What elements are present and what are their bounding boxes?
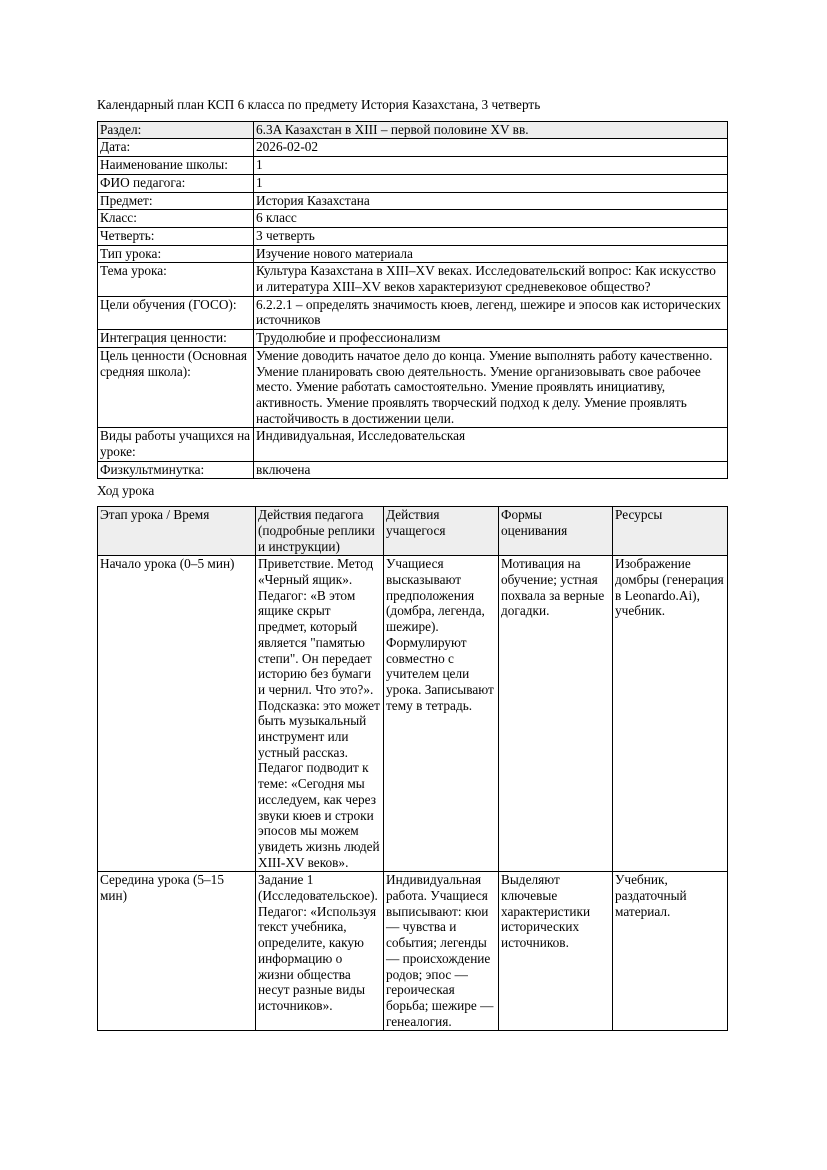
info-row-work-types: [98, 428, 728, 461]
info-label: Тип урока:: [98, 245, 254, 263]
info-row-phys-minute: [98, 461, 728, 479]
info-value: Трудолюбие и профессионализм: [254, 330, 728, 348]
info-row-data: [98, 139, 728, 157]
info-label: Дата:: [98, 139, 254, 157]
plan-cell-teacher-actions: Приветствие. Метод «Черный ящик». Педагог: «В этом ящике скрыт предмет, который является "памятью степи". Он передает историю без бумаги и чернил. Что это?». Подсказка: это может быть музыкальный инструмент или устный рассказ. Педагог подводит к теме: «Сегодня мы исследуем, как через звуки кюев и строки эпосов мы можем увидеть жизнь людей XIII-XV веков».: [256, 556, 384, 872]
info-row-quarter: [98, 227, 728, 245]
info-label: Тема урока:: [98, 263, 254, 296]
info-label: Физкультминутка:: [98, 461, 254, 479]
info-value: Умение доводить начатое дело до конца. Умение выполнять работу качественно. Умение планировать свою деятельность. Умение организовывать свое рабочее место. Умение работать самостоятельно. Умение проявлять инициативу, активность. Умение проявлять творческий подход к делу. Умение проявлять настойчивость в достижении цели.: [254, 347, 728, 428]
lesson-plan-table: [97, 506, 728, 1031]
info-label: Виды работы учащихся на уроке:: [98, 428, 254, 461]
info-value: включена: [254, 461, 728, 479]
info-row-lesson-topic: [98, 263, 728, 296]
plan-cell-student-actions: Учащиеся высказывают предположения (домбра, легенда, шежире). Формулируют совместно с учителем цели урока. Записывают тему в тетрадь.: [384, 556, 499, 872]
info-row-lesson-type: [98, 245, 728, 263]
plan-header-student-actions: Действия учащегося: [384, 507, 499, 556]
plan-header-resources: Ресурсы: [613, 507, 728, 556]
info-row-teacher: [98, 174, 728, 192]
info-value: 6.3A Казахстан в XIII – первой половине XV вв.: [254, 121, 728, 139]
info-row-subject: [98, 192, 728, 210]
info-value: 1: [254, 157, 728, 175]
plan-cell-resources: Учебник, раздаточный материал.: [613, 872, 728, 1031]
info-value: 6.2.2.1 – определять значимость кюев, легенд, шежире и эпосов как исторических источников: [254, 296, 728, 329]
info-label: Интеграция ценности:: [98, 330, 254, 348]
info-value: Культура Казахстана в XIII–XV веках. Исследовательский вопрос: Как искусство и литература XIII–XV веков характеризуют средневековое общество?: [254, 263, 728, 296]
plan-header-stage: Этап урока / Время: [98, 507, 256, 556]
info-value: 1: [254, 174, 728, 192]
info-value: Индивидуальная, Исследовательская: [254, 428, 728, 461]
plan-cell-assessment: Мотивация на обучение; устная похвала за верные догадки.: [499, 556, 613, 872]
info-label: Наименование школы:: [98, 157, 254, 175]
plan-row-lesson-start: [98, 556, 728, 872]
info-row-school: [98, 157, 728, 175]
info-row-razdel: [98, 121, 728, 139]
plan-cell-stage: Начало урока (0–5 мин): [98, 556, 256, 872]
info-label: ФИО педагога:: [98, 174, 254, 192]
section-heading: Ход урока: [97, 483, 155, 499]
plan-header-teacher-actions: Действия педагога (подробные реплики и инструкции): [256, 507, 384, 556]
info-label: Класс:: [98, 210, 254, 228]
document-page: [97, 97, 727, 1031]
plan-cell-stage: Середина урока (5–15 мин): [98, 872, 256, 1031]
info-row-goals: [98, 296, 728, 329]
plan-row-lesson-middle: [98, 872, 728, 1031]
plan-cell-resources: Изображение домбры (генерация в Leonardo.Ai), учебник.: [613, 556, 728, 872]
info-row-values-goal: [98, 347, 728, 428]
plan-header-row: [98, 507, 728, 556]
info-value: История Казахстана: [254, 192, 728, 210]
document-title: Календарный план КСП 6 класса по предмету История Казахстана, 3 четверть: [97, 97, 541, 112]
info-label: Цель ценности (Основная средняя школа):: [98, 347, 254, 428]
plan-cell-teacher-actions: Задание 1 (Исследовательское). Педагог: «Используя текст учебника, определите, какую информацию о жизни общества несут разные виды источников».: [256, 872, 384, 1031]
info-label: Четверть:: [98, 227, 254, 245]
lesson-info-table: [97, 121, 728, 480]
info-label: Раздел:: [98, 121, 254, 139]
info-value: 6 класс: [254, 210, 728, 228]
info-value: Изучение нового материала: [254, 245, 728, 263]
info-label: Цели обучения (ГОСО):: [98, 296, 254, 329]
plan-cell-student-actions: Индивидуальная работа. Учащиеся выписывают: кюи — чувства и события; легенды — происхождение родов; эпос — героическая борьба; шежире — генеалогия.: [384, 872, 499, 1031]
plan-header-assessment: Формы оценивания: [499, 507, 613, 556]
info-row-class: [98, 210, 728, 228]
info-label: Предмет:: [98, 192, 254, 210]
plan-cell-assessment: Выделяют ключевые характеристики исторических источников.: [499, 872, 613, 1031]
info-row-values-integration: [98, 330, 728, 348]
info-value: 3 четверть: [254, 227, 728, 245]
info-value: 2026-02-02: [254, 139, 728, 157]
